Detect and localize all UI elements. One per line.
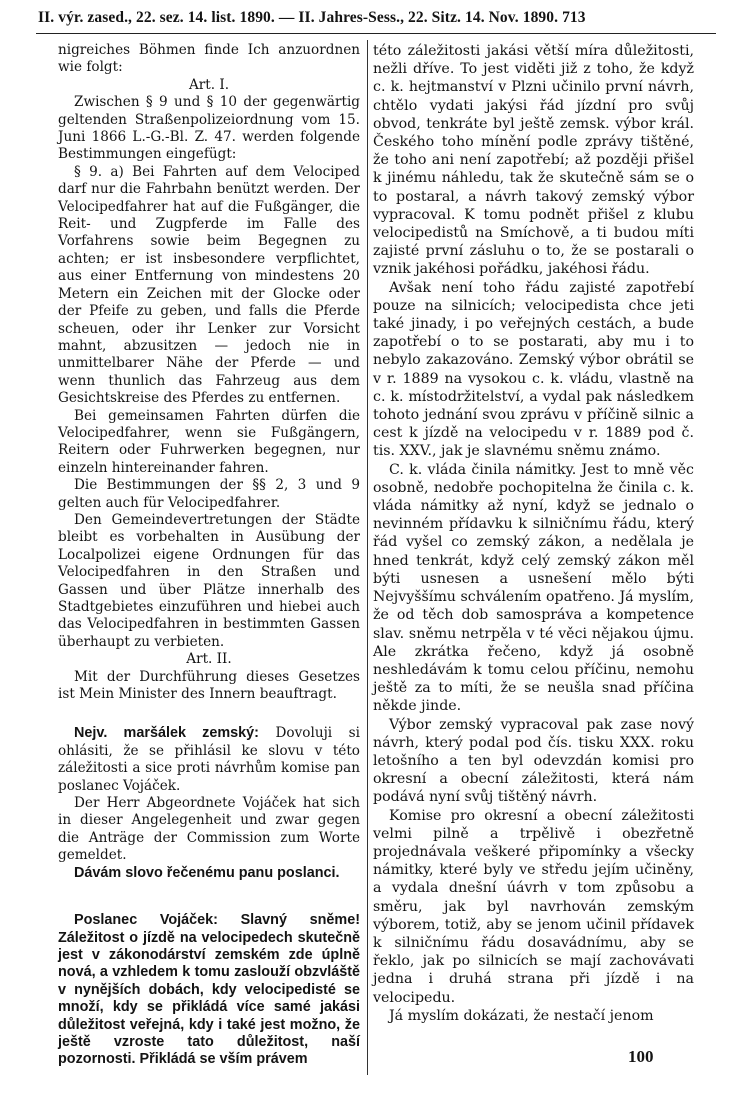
paragraph-text: Art. I. <box>188 76 230 93</box>
speaker-name: Nejv. maršálek zemský: <box>74 725 259 742</box>
paragraph <box>373 1007 694 1025</box>
paragraph-text: Mit der Durchführung dieses Gesetzes ist Mein Minister des Innern beauftragt. <box>58 668 360 703</box>
paragraph <box>58 912 360 1069</box>
paragraph <box>58 725 360 795</box>
paragraph-text: C. k. vláda činila námitky. Jest to mně věc osobně, nedobře pochopitelna že činila c. k. vláda námitky až nyní, když se jednalo o nevinném přídavku k silničnímu řádu, který řád vyšel co zemský zákon, a nedělala je hned tenkrát, když celý zemský zákon měl býti usnesen a usnešení mělo býti Nejvyššímu schválením opatřeno. Já myslím, že od těch dob samospráva a kompetence slav. sněmu netrpěla v té věci nějakou újmu. Ale zkrátka řečeno, když já osobně neshledávám k tomu celou příčinu, nemohu ještě za to míti, že se neušla snad příčina někde jinde. <box>373 461 694 715</box>
paragraph-text: Slavný sněme! Záležitost o jízdě na velocipedech skutečně jest v zákonodárství zemském zde úplně nová, a vzhledem k tomu zaslouží obzvláště v nynějších dobách, kdy velocipedisté se množí, kdy se přikládá více samé jakási důležitost veřejná, kdy i také jest možno, že ještě vzroste tato důležitost, naší pozornosti. Přikládá se vším právem <box>58 912 360 1068</box>
header-rule <box>36 33 716 34</box>
paragraph <box>58 512 360 651</box>
article-heading <box>58 77 360 94</box>
speaker-name: Poslanec Vojáček: <box>74 912 218 929</box>
paragraph <box>58 795 360 865</box>
paragraph <box>58 164 360 408</box>
paragraph <box>373 716 694 807</box>
paragraph-gap <box>58 703 360 725</box>
paragraph <box>58 865 360 882</box>
column-divider <box>367 40 368 1075</box>
paragraph <box>58 42 360 77</box>
paragraph-text: Der Herr Abgeordnete Vojáček hat sich in dieser Angelegenheit und zwar gegen die Anträge der Commission zum Worte gemeldet. <box>58 795 360 864</box>
paragraph-text: Bei gemeinsamen Fahrten dürfen die Velocipedfahrer, wenn sie Fußgängern, Reitern oder Fuhrwerken begegnen, nur einzeln hintereinander fahren. <box>58 407 360 476</box>
paragraph-text: Avšak není toho řádu zajisté zapotřebí pouze na silnicích; velocipedista chce jeti také jinady, i po veřejných cestách, a bude zapotřebí o to se postarati, aby mu i to nebylo zakazováno. Zemský výbor obrátil se v r. 1889 na vysokou c. k. vládu, vlastně na c. k. místodržitelství, a vydal pak následkem tohoto jednání svou zprávu v příčině silnic a cest k jízdě na velocipedu v r. 1889 pod č. tis. XXV., jak je slavnému sněmu známo. <box>373 279 694 460</box>
left-column <box>58 42 360 1069</box>
paragraph-text: Den Gemeindevertretungen der Städte bleibt es vorbehalten in Ausübung der Localpolizei eigene Ordnungen für das Velocipedfahren in den Straßen und Gassen und über Plätze innerhalb des Stadtgebietes einzuführen und hiebei auch das Velocipedfahren in bestimmten Gassen überhaupt zu verbieten. <box>58 511 360 650</box>
paragraph-text: Die Bestimmungen der §§ 2, 3 und 9 gelten auch für Velocipedfahrer. <box>58 477 360 511</box>
article-heading <box>58 651 360 668</box>
paragraph-text: Zwischen § 9 und § 10 der gegenwärtig geltenden Straßenpolizeiordnung vom 15. Juni 1866 L.-G.-Bl. Z. 47. werden folgende Bestimmungen eingefügt: <box>58 94 360 163</box>
paragraph-text: této záležitosti jakási větší míra důležitosti, nežli dříve. To jest viděti již z toho, že když c. k. hejtmanství v Plzni učinilo první návrh, chtělo vydati jakýsi řád jízdní pro svůj obvod, tenkráte byl ještě zemsk. výbor král. Českého toho mínění podle zprávy tištěné, že toho ani není zapotřebí; až později přišel k jinému náhledu, tak že skutečně sám se o to postaral, a návrh takový zemský výbor vypracoval. K tomu podnět přišel z klubu velocipedistů na Smíchově, a ti budou míti zajisté první zásluhu o to, že se postarali o vznik jakéhosi pořádku, jakéhosi řádu. <box>373 43 694 278</box>
running-head: II. výr. zased., 22. sez. 14. list. 1890. — II. Jahres-Sess., 22. Sitz. 14. Nov. 1890. 713 <box>38 9 586 26</box>
paragraph-text: Výbor zemský vypracoval pak zase nový návrh, který podal pod čís. tisku XXX. roku letošního a ten byl odevzdán komisi pro okresní a obecní záležitosti, která nám podává nyní svůj tištěný návrh. <box>373 716 694 806</box>
paragraph-text: nigreiches Böhmen finde Ich anzuordnen wie folgt: <box>58 42 360 76</box>
right-column <box>373 42 694 1025</box>
paragraph <box>373 461 694 716</box>
page-number: 100 <box>628 1047 654 1066</box>
paragraph <box>373 807 694 1007</box>
paragraph <box>373 42 694 279</box>
paragraph-text: Komise pro okresní a obecní záležitosti velmi pilně a trpělivě i obezřetně projednávala veškeré připomínky a všecky námitky, které byly ve středu jejím učiněny, a vydala dnešní úávrh v tom způsobu a směru, jak byl navrhován zemským výborem, totiž, aby se jenom učinil přídavek k silničnímu řádu dosavádnímu, aby se řeklo, jak po silnicích se mají zachovávati jedna i druhá strana při jízdě i na velocipedu. <box>373 807 694 1006</box>
paragraph-gap <box>58 882 360 912</box>
paragraph <box>58 94 360 164</box>
paragraph-text: Dávám slovo řečenému panu poslanci. <box>74 864 340 881</box>
paragraph-text: Já myslím dokázati, že nestačí jenom <box>389 1007 654 1024</box>
paragraph-text: Dovoluji si ohlásiti, že se přihlásil ke slovu v této záležitosti a sice proti návrhům komise pan poslanec Vojáček. <box>58 725 361 794</box>
page-header <box>0 0 750 40</box>
paragraph-text: Art. II. <box>186 651 232 668</box>
paragraph-text: § 9. a) Bei Fahrten auf dem Velociped darf nur die Fahrbahn benützt werden. Der Velocipedfahrer hat auf die Fußgänger, die Reit- und Zugpferde im Falle des Vorfahrens sowie beim Begegnen zu achten; er ist insbesondere verpflichtet, aus einer Entfernung von mindestens 20 Metern ein Zeichen mit der Glocke oder der Pfeife zu geben, und falls die Pferde scheuen, oder ihr Lenker zur Vorsicht mahnt, abzusitzen — jedoch nie in unmittelbarer Nähe der Pferde — und wenn thunlich das Fahrzeug aus dem Gesichtskreise des Pferdes zu entfernen. <box>58 163 360 407</box>
paragraph <box>58 477 360 512</box>
paragraph <box>373 279 694 461</box>
paragraph <box>58 669 360 704</box>
paragraph <box>58 408 360 478</box>
